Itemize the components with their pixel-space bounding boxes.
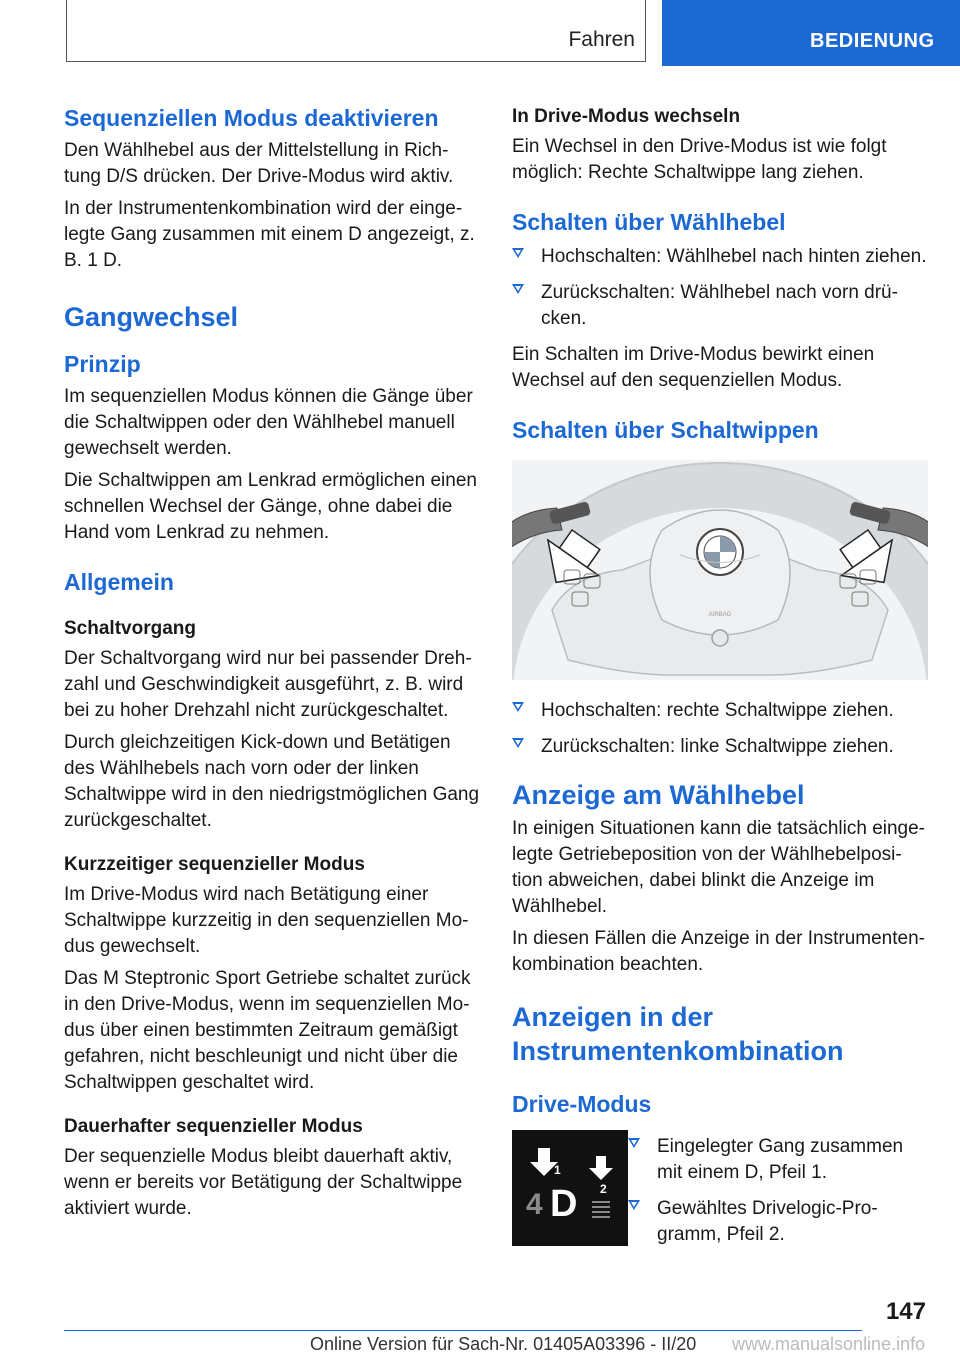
triangle-bullet-icon	[512, 248, 524, 258]
drive-mode-display	[512, 1130, 628, 1246]
heading-kurzzeitiger-modus: Kurzzeitiger sequenzieller Modus	[64, 854, 365, 875]
list-item	[628, 1196, 916, 1248]
heading-line: Anzeigen in der	[512, 1002, 714, 1032]
list-item	[512, 280, 928, 332]
arrow-1-label: 1	[554, 1163, 561, 1177]
heading-gangwechsel: Gangwechsel	[64, 302, 239, 332]
header-chapter: BEDIENUNG	[662, 0, 960, 66]
list-item-text: Hochschalten: rechte Schaltwippe ziehen.	[541, 700, 894, 721]
list-schaltwippen	[512, 698, 928, 760]
paragraph: In der Instrumentenkombination wird der einge-legte Gang zusammen mit einem D angezeigt, z. B. 1 D.	[64, 198, 475, 271]
list-drive-modus	[628, 1134, 916, 1258]
list-item	[512, 734, 928, 760]
list-item-text: Eingelegter Gang zusammen mit einem D, Pfeil 1.	[657, 1136, 904, 1183]
heading-allgemein: Allgemein	[64, 569, 174, 595]
heading-drive-modus: Drive-Modus	[512, 1091, 652, 1117]
heading-in-drive-modus-wechseln: In Drive-Modus wechseln	[512, 106, 741, 127]
list-item-text: Zurückschalten: linke Schaltwippe ziehen.	[541, 736, 894, 757]
paragraph: Das M Steptronic Sport Getriebe schaltet zurück in den Drive-Modus, wenn im sequenziellen Mo-dus über einen bestimmten Zeitraum gemäßigt gefahren, nicht beschleunigt und nicht über die Schaltwippen geschaltet wird.	[64, 968, 471, 1093]
triangle-bullet-icon	[512, 702, 524, 712]
left-column	[64, 100, 480, 1228]
paragraph: Der sequenzielle Modus bleibt dauerhaft aktiv, wenn er bereits vor Betätigung der Schaltwippe aktiviert wurde.	[64, 1146, 463, 1219]
list-item-text: Hochschalten: Wählhebel nach hinten ziehen.	[541, 246, 927, 267]
triangle-bullet-icon	[628, 1200, 640, 1210]
heading-anzeigen-instrumentenkombination	[512, 1000, 928, 1068]
paragraph: Durch gleichzeitigen Kick-down und Betätigen des Wählhebels nach vorn oder der linken Schaltwippe wird in den niedrigstmöglichen Gang zurückgeschaltet.	[64, 732, 480, 831]
list-item	[512, 244, 928, 270]
heading-schaltvorgang: Schaltvorgang	[64, 618, 196, 639]
header-frame	[66, 0, 646, 62]
list-item	[628, 1134, 916, 1186]
heading-line: Instrumentenkombination	[512, 1036, 844, 1066]
drive-modus-row	[512, 1130, 928, 1264]
footer-online-version: Online Version für Sach-Nr. 01405A03396 - II/20	[310, 1334, 697, 1354]
triangle-bullet-icon	[628, 1138, 640, 1148]
list-item	[512, 698, 928, 724]
paragraph: Ein Schalten im Drive-Modus bewirkt einen Wechsel auf den sequenziellen Modus.	[512, 344, 875, 391]
arrow-2-label: 2	[600, 1182, 607, 1196]
triangle-bullet-icon	[512, 284, 524, 294]
paragraph: Im Drive-Modus wird nach Betätigung einer Schaltwippe kurzzeitig in den sequenziellen Mo-dus gewechselt.	[64, 884, 469, 957]
paragraph: Die Schaltwippen am Lenkrad ermöglichen einen schnellen Wechsel der Gänge, ohne dabei die Hand vom Lenkrad zu nehmen.	[64, 470, 477, 543]
drive-mode-indicator-icon	[512, 1130, 628, 1246]
heading-prinzip: Prinzip	[64, 351, 141, 377]
steering-wheel-illustration	[512, 460, 928, 680]
paragraph: In einigen Situationen kann die tatsächlich einge-legte Getriebeposition von der Wählhebelposi-tion abweichen, dabei blinkt die Anzeige im Wählhebel.	[512, 818, 926, 917]
heading-schalten-ueber-waehlhebel: Schalten über Wählhebel	[512, 209, 786, 235]
heading-anzeige-am-waehlhebel: Anzeige am Wählhebel	[512, 780, 805, 810]
airbag-label: AIRBAG	[708, 612, 732, 618]
gear-number: 4	[526, 1188, 543, 1221]
heading-schalten-ueber-schaltwippen: Schalten über Schaltwippen	[512, 417, 819, 443]
paragraph: Der Schaltvorgang wird nur bei passender Dreh-zahl und Geschwindigkeit ausgeführt, z. B. wird bei zu hoher Drehzahl nicht zurückgeschaltet.	[64, 648, 472, 721]
heading-sequenziellen-modus-deaktivieren: Sequenziellen Modus deaktivieren	[64, 105, 439, 131]
triangle-bullet-icon	[512, 738, 524, 748]
heading-dauerhafter-modus: Dauerhafter sequenzieller Modus	[64, 1116, 363, 1137]
paragraph: In diesen Fällen die Anzeige in der Instrumenten-kombination beachten.	[512, 928, 925, 975]
page-number: 147	[885, 1298, 926, 1325]
drive-letter: D	[550, 1183, 578, 1225]
page-header	[0, 0, 960, 66]
list-waehlhebel	[512, 244, 928, 332]
right-column	[512, 100, 928, 1264]
footer-watermark: www.manualsonline.info	[732, 1334, 926, 1354]
footer-divider	[64, 1330, 862, 1331]
steering-wheel-icon	[512, 460, 928, 680]
paragraph: Den Wählhebel aus der Mittelstellung in Rich-tung D/S drücken. Der Drive-Modus wird aktiv.	[64, 140, 454, 187]
paragraph: Im sequenziellen Modus können die Gänge über die Schaltwippen oder den Wählhebel manuell gewechselt werden.	[64, 386, 473, 459]
paragraph: Ein Wechsel in den Drive-Modus ist wie folgt möglich: Rechte Schaltwippe lang ziehen.	[512, 136, 887, 183]
header-section: Fahren	[568, 28, 635, 51]
list-item-text: Zurückschalten: Wählhebel nach vorn drü-cken.	[541, 282, 898, 329]
list-item-text: Gewähltes Drivelogic-Pro-gramm, Pfeil 2.	[657, 1198, 878, 1245]
